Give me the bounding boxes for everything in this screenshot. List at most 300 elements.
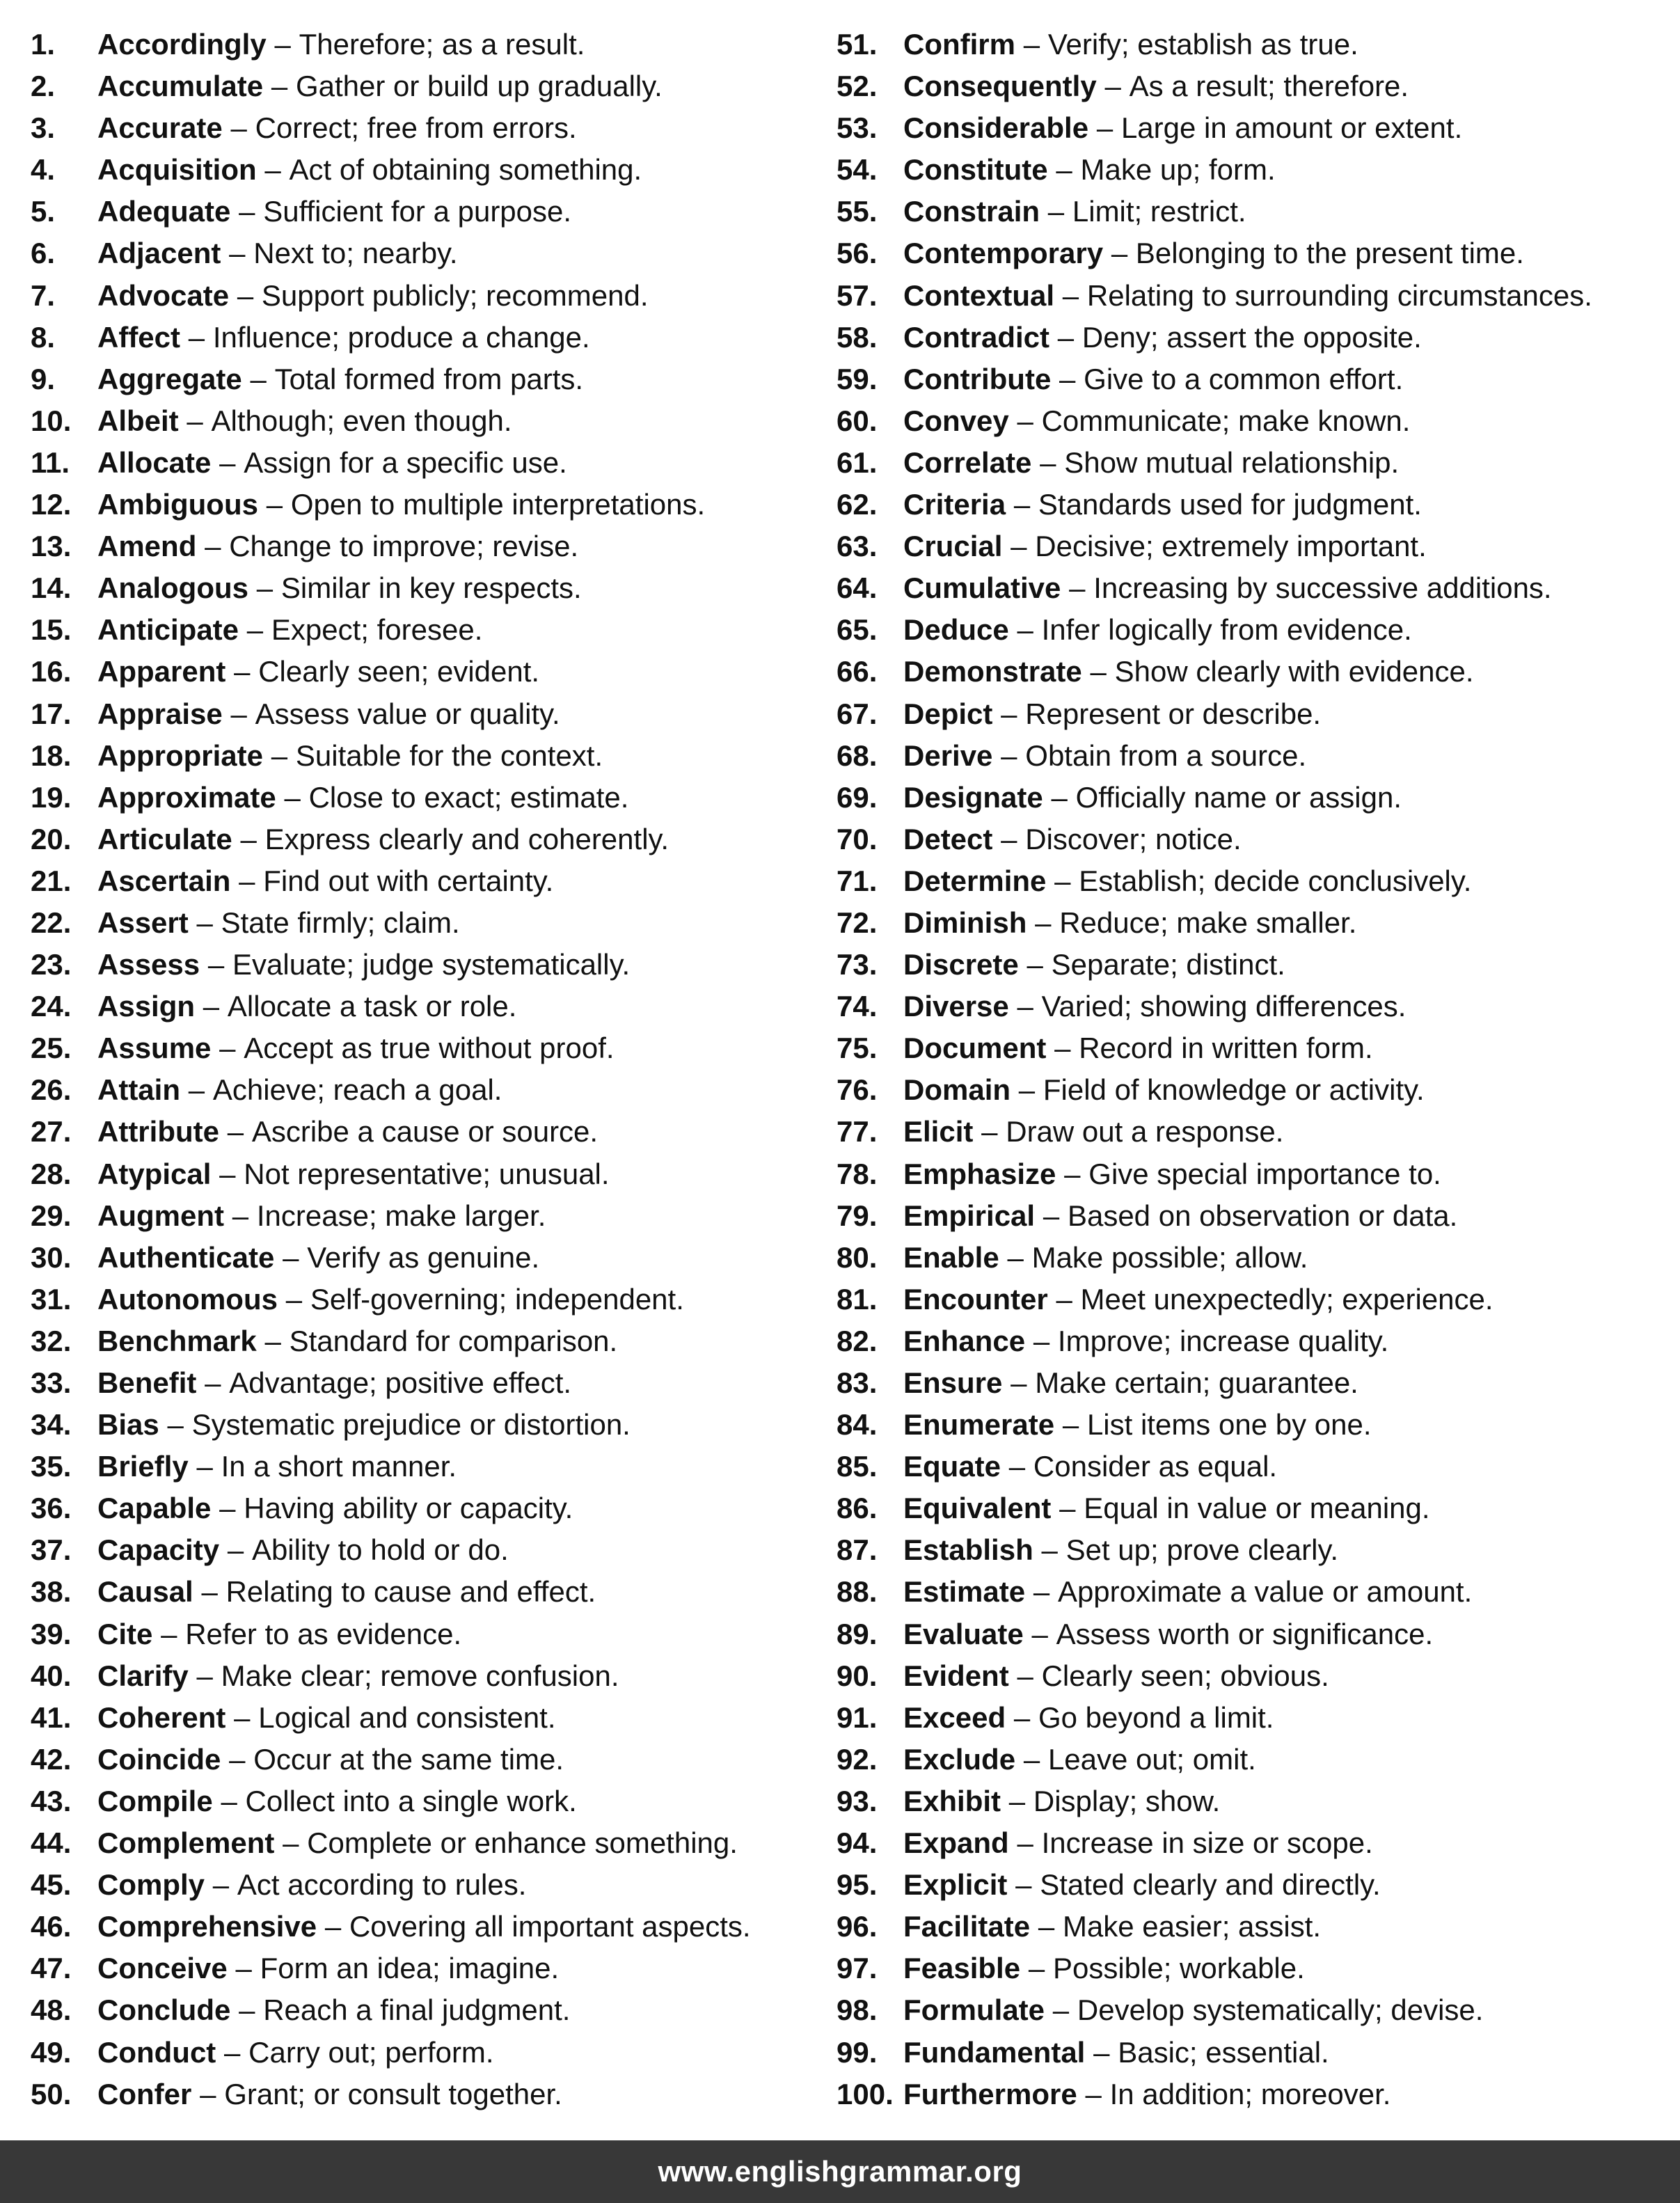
entry-dash: – [212,1868,230,1902]
entry-dash: – [1090,655,1107,688]
entry-word: Depict [903,697,993,730]
entry-dash: – [196,1659,213,1692]
entry-word: Augment [97,1199,224,1232]
vocab-entry [837,1446,1672,1487]
entry-definition: Express clearly and coherently. [264,822,669,855]
vocab-entry [837,1864,1672,1906]
entry-number: 15. [31,613,72,647]
entry-number: 46. [31,1910,72,1943]
entry-definition: Give special importance to. [1088,1157,1441,1190]
left-column [31,24,831,2115]
entry-definition: Open to multiple interpretations. [290,488,706,521]
entry-dash: – [1057,320,1075,354]
entry-number: 14. [31,571,72,605]
footer-website-link[interactable]: www.englishgrammar.org [658,2155,1022,2188]
entry-definition: Allocate a task or role. [227,990,517,1023]
entry-word: Contextual [903,278,1055,312]
entry-number: 21. [31,864,72,897]
entry-definition: Establish; decide conclusively. [1079,864,1472,897]
vocab-entry [837,65,1672,107]
entry-dash: – [1085,2077,1102,2110]
entry-dash: – [227,1115,244,1148]
vocab-entry [837,1697,1672,1739]
entry-number: 78. [837,1157,878,1190]
entry-word: Exclude [903,1742,1016,1776]
entry-number: 6. [31,237,56,270]
entry-dash: – [274,28,291,61]
entry-definition: Carry out; perform. [248,2035,494,2069]
entry-word: Equate [903,1450,1001,1483]
entry-word: Allocate [97,445,212,479]
entry-number: 19. [31,780,72,814]
entry-dash: – [229,1742,246,1776]
vocab-entry [837,819,1672,860]
vocab-entry [837,149,1672,191]
entry-word: Adequate [97,195,231,228]
vocab-entry [837,1948,1672,1989]
entry-word: Establish [903,1533,1033,1567]
entry-definition: Collect into a single work. [245,1784,577,1817]
entry-word: Exhibit [903,1784,1001,1817]
entry-dash: – [1096,111,1114,145]
entry-word: Equivalent [903,1492,1052,1525]
entry-number: 29. [31,1199,72,1232]
entry-definition: Display; show. [1033,1784,1221,1817]
entry-definition: Verify; establish as true. [1047,28,1358,61]
entry-definition: Separate; distinct. [1051,948,1285,981]
entry-word: Capable [97,1492,212,1525]
entry-definition: Increase in size or scope. [1041,1826,1373,1860]
entry-definition: Stated clearly and directly. [1040,1868,1381,1902]
entry-definition: Advantage; positive effect. [229,1366,572,1399]
entry-definition: Next to; nearby. [253,237,458,270]
vocab-entry [31,860,831,902]
entry-dash: – [230,111,247,145]
entry-definition: Sufficient for a purpose. [263,195,572,228]
vocab-entry [31,1697,831,1739]
entry-number: 37. [31,1533,72,1567]
entry-definition: Occur at the same time. [253,1742,564,1776]
entry-number: 93. [837,1784,878,1817]
entry-word: Diverse [903,990,1009,1023]
entry-dash: – [284,780,301,814]
entry-dash: – [227,1533,244,1567]
vocab-entry [31,1906,831,1948]
entry-dash: – [188,320,205,354]
entry-definition: Limit; restrict. [1072,195,1246,228]
entry-word: Evident [903,1659,1009,1692]
vocab-entry [31,1487,831,1529]
entry-number: 20. [31,822,72,855]
entry-number: 50. [31,2077,72,2110]
entry-word: Criteria [903,488,1006,521]
entry-word: Evaluate [903,1617,1024,1650]
entry-dash: – [239,195,255,228]
entry-number: 10. [31,404,72,437]
entry-word: Empirical [903,1199,1036,1232]
entry-definition: Infer logically from evidence. [1041,613,1412,647]
vocab-entry [837,860,1672,902]
entry-definition: List items one by one. [1086,1408,1372,1442]
vocab-entry [31,358,831,400]
entry-word: Conceive [97,1952,228,1985]
entry-dash: – [161,1617,177,1650]
entry-number: 91. [837,1700,878,1734]
entry-word: Feasible [903,1952,1021,1985]
entry-definition: In addition; moreover. [1109,2077,1391,2110]
vocab-entry [837,1613,1672,1655]
entry-number: 18. [31,739,72,772]
vocab-entry [31,65,831,107]
entry-number: 4. [31,153,56,187]
entry-number: 22. [31,906,72,939]
entry-definition: Self-governing; independent. [310,1282,684,1316]
entry-number: 34. [31,1408,72,1442]
entry-dash: – [1033,1324,1050,1357]
entry-number: 72. [837,906,878,939]
entry-definition: Total formed from parts. [274,362,584,395]
entry-number: 98. [837,1993,878,2027]
entry-definition: Evaluate; judge systematically. [232,948,631,981]
vocab-entry [837,2032,1672,2074]
entry-number: 9. [31,362,56,395]
vocab-entry [837,275,1672,317]
entry-dash: – [1011,1366,1027,1399]
entry-dash: – [1023,28,1040,61]
entry-dash: – [1017,613,1033,647]
entry-definition: Set up; prove clearly. [1065,1533,1339,1567]
entry-word: Enumerate [903,1408,1055,1442]
vocab-entry [837,1027,1672,1069]
vocab-entry [31,944,831,986]
entry-dash: – [219,1032,236,1065]
entry-definition: Possible; workable. [1052,1952,1305,1985]
entry-dash: – [1027,948,1043,981]
vocab-entry [837,693,1672,735]
entry-number: 94. [837,1826,878,1860]
entry-dash: – [1013,488,1031,521]
entry-number: 28. [31,1157,72,1190]
entry-dash: – [1056,153,1072,187]
entry-number: 41. [31,1700,72,1734]
vocab-entry [31,1655,831,1697]
entry-word: Expand [903,1826,1009,1860]
entry-definition: Make up; form. [1080,153,1276,187]
entry-definition: Based on observation or data. [1067,1199,1458,1232]
entry-number: 27. [31,1115,72,1148]
entry-dash: – [240,822,257,855]
vocab-entry [837,317,1672,358]
entry-word: Designate [903,780,1043,814]
entry-word: Constrain [903,195,1040,228]
entry-definition: Improve; increase quality. [1057,1324,1389,1357]
entry-dash: – [239,1993,255,2027]
vocab-entry [837,1404,1672,1446]
vocab-entry [837,651,1672,693]
entry-definition: Act according to rules. [237,1868,527,1902]
entry-dash: – [239,864,255,897]
entry-definition: Record in written form. [1079,1032,1373,1065]
vocab-entry [31,1153,831,1195]
entry-number: 65. [837,613,878,647]
entry-number: 48. [31,1993,72,2027]
entry-number: 2. [31,70,56,103]
entry-dash: – [264,1324,281,1357]
vocab-entry [837,944,1672,986]
entry-number: 26. [31,1073,72,1107]
entry-dash: – [219,1157,236,1190]
entry-dash: – [1031,1617,1048,1650]
entry-number: 36. [31,1492,72,1525]
vocab-entry [837,1320,1672,1362]
entry-definition: Obtain from a source. [1025,739,1307,772]
vocab-entry [837,1153,1672,1195]
vocab-entry [31,1362,831,1404]
entry-word: Accumulate [97,70,264,103]
entry-number: 40. [31,1659,72,1692]
entry-dash: – [1023,1742,1040,1776]
entry-definition: Consider as equal. [1033,1450,1278,1483]
entry-word: Contribute [903,362,1052,395]
entry-number: 77. [837,1115,878,1148]
entry-word: Domain [903,1073,1011,1107]
vocab-entry [837,1111,1672,1153]
vocab-entry [837,1487,1672,1529]
entry-dash: – [234,655,251,688]
entry-number: 5. [31,195,56,228]
vocab-entry [31,275,831,317]
entry-number: 85. [837,1450,878,1483]
entry-definition: Officially name or assign. [1075,780,1402,814]
vocab-entry [31,526,831,567]
vocab-entry [31,24,831,65]
entry-word: Acquisition [97,153,257,187]
entry-word: Deduce [903,613,1009,647]
entry-definition: Systematic prejudice or distortion. [191,1408,631,1442]
entry-dash: – [167,1408,184,1442]
entry-dash: – [1041,1533,1058,1567]
entry-definition: Represent or describe. [1025,697,1322,730]
vocab-entry [31,1864,831,1906]
entry-dash: – [1018,1073,1036,1107]
entry-dash: – [229,237,246,270]
entry-word: Amend [97,530,197,563]
vocab-entry [31,1404,831,1446]
entry-dash: – [235,1952,252,1985]
entry-number: 89. [837,1617,878,1650]
entry-dash: – [283,1826,299,1860]
entry-dash: – [1013,1700,1031,1734]
entry-word: Elicit [903,1115,974,1148]
entry-definition: Show mutual relationship. [1064,445,1400,479]
entry-dash: – [232,1199,249,1232]
vocab-entry [31,191,831,232]
entry-word: Demonstrate [903,655,1082,688]
entry-dash: – [1093,2035,1110,2069]
vocab-entry [837,2074,1672,2115]
entry-dash: – [1008,1450,1026,1483]
entry-dash: – [1017,1826,1033,1860]
vocab-entry [31,651,831,693]
entry-word: Facilitate [903,1910,1031,1943]
entry-dash: – [1040,445,1056,479]
entry-definition: Although; even though. [211,404,512,437]
entry-word: Assume [97,1032,212,1065]
entry-word: Contemporary [903,237,1104,270]
entry-definition: Meet unexpectedly; experience. [1080,1282,1493,1316]
entry-definition: Reduce; make smaller. [1059,906,1357,939]
entry-dash: – [1051,780,1068,814]
entry-word: Appraise [97,697,223,730]
entry-number: 83. [837,1366,878,1399]
entry-word: Estimate [903,1575,1026,1609]
entry-number: 88. [837,1575,878,1609]
vocab-entry [31,735,831,777]
entry-word: Explicit [903,1868,1008,1902]
vocab-entry [837,1739,1672,1780]
vocab-entry [31,1989,831,2031]
entry-definition: Make clear; remove confusion. [221,1659,619,1692]
vocab-entry [837,400,1672,442]
entry-word: Briefly [97,1450,189,1483]
entry-number: 7. [31,278,56,312]
entry-definition: Therefore; as a result. [299,28,585,61]
entry-number: 54. [837,153,878,187]
entry-dash: – [219,1492,236,1525]
vocab-entry [31,567,831,609]
entry-number: 64. [837,571,878,605]
entry-dash: – [1017,1659,1033,1692]
entry-definition: Reach a final judgment. [263,1993,571,2027]
entry-word: Coherent [97,1700,226,1734]
vocab-entry [31,1111,831,1153]
vocab-entry [837,232,1672,274]
entry-number: 1. [31,28,56,61]
entry-dash: – [1017,404,1033,437]
entry-definition: As a result; therefore. [1129,70,1409,103]
entry-definition: Make possible; allow. [1031,1240,1308,1274]
entry-word: Exceed [903,1700,1006,1734]
entry-number: 25. [31,1032,72,1065]
entry-number: 69. [837,780,878,814]
entry-definition: Draw out a response. [1006,1115,1284,1148]
entry-definition: Approximate a value or amount. [1057,1575,1473,1609]
entry-number: 92. [837,1742,878,1776]
entry-number: 58. [837,320,878,354]
entry-dash: – [230,697,247,730]
entry-definition: Assess value or quality. [255,697,560,730]
entry-dash: – [250,362,267,395]
vocab-entry [31,1613,831,1655]
entry-word: Appropriate [97,739,264,772]
vocab-entry [837,609,1672,651]
entry-word: Capacity [97,1533,220,1567]
entry-number: 24. [31,990,72,1023]
entry-definition: Make certain; guarantee. [1035,1366,1358,1399]
entry-number: 11. [31,445,70,479]
vocab-entry [31,1739,831,1780]
entry-number: 17. [31,697,72,730]
entry-dash: – [1017,990,1033,1023]
entry-word: Assess [97,948,200,981]
vocab-entry [31,400,831,442]
entry-definition: Deny; assert the opposite. [1081,320,1422,354]
vocab-entry [31,902,831,944]
entry-definition: Support publicly; recommend. [261,278,649,312]
entry-dash: – [1069,571,1086,605]
entry-definition: Suitable for the context. [295,739,603,772]
entry-definition: Verify as genuine. [307,1240,540,1274]
entry-dash: – [285,1282,303,1316]
entry-number: 76. [837,1073,878,1107]
vocab-entry [31,149,831,191]
entry-word: Anticipate [97,613,239,647]
entry-dash: – [1011,530,1027,563]
entry-dash: – [981,1115,998,1148]
entry-dash: – [1059,362,1076,395]
vocab-entry [31,442,831,484]
vocab-entry [837,567,1672,609]
entry-number: 60. [837,404,878,437]
vocab-entry [31,819,831,860]
entry-dash: – [1015,1868,1032,1902]
vocab-entry [31,1320,831,1362]
vocab-entry [837,1780,1672,1822]
vocab-entry [31,1279,831,1320]
entry-number: 53. [837,111,878,145]
entry-dash: – [1043,1199,1060,1232]
vocab-entry [31,1027,831,1069]
entry-definition: Belonging to the present time. [1135,237,1524,270]
entry-word: Accurate [97,111,223,145]
entry-dash: – [196,1450,213,1483]
entry-dash: – [1062,1408,1079,1442]
entry-definition: Decisive; extremely important. [1035,530,1427,563]
entry-number: 61. [837,445,878,479]
entry-dash: – [200,2077,216,2110]
entry-word: Confirm [903,28,1015,61]
footer-bar [0,2140,1680,2203]
entry-definition: Influence; produce a change. [212,320,590,354]
entry-dash: – [188,1073,205,1107]
entry-number: 38. [31,1575,72,1609]
entry-definition: Show clearly with evidence. [1114,655,1474,688]
entry-number: 66. [837,655,878,688]
vocab-entry [31,609,831,651]
entry-definition: Similar in key respects. [280,571,582,605]
entry-number: 51. [837,28,878,61]
entry-dash: – [271,739,288,772]
entry-definition: Leave out; omit. [1047,1742,1256,1776]
entry-definition: Clearly seen; obvious. [1041,1659,1329,1692]
entry-definition: Develop systematically; devise. [1077,1993,1484,2027]
entry-definition: Close to exact; estimate. [308,780,629,814]
entry-word: Assign [97,990,196,1023]
entry-number: 33. [31,1366,72,1399]
entry-number: 13. [31,530,72,563]
entry-number: 87. [837,1533,878,1567]
vocab-entry [837,1989,1672,2031]
entry-word: Coincide [97,1742,221,1776]
entry-dash: – [205,530,221,563]
entry-dash: – [1001,822,1017,855]
entry-definition: Having ability or capacity. [244,1492,573,1525]
vocab-entry [837,1362,1672,1404]
vocab-entry [837,1822,1672,1864]
entry-dash: – [1059,1492,1076,1525]
entry-definition: Find out with certainty. [263,864,554,897]
vocab-entry [31,2032,831,2074]
